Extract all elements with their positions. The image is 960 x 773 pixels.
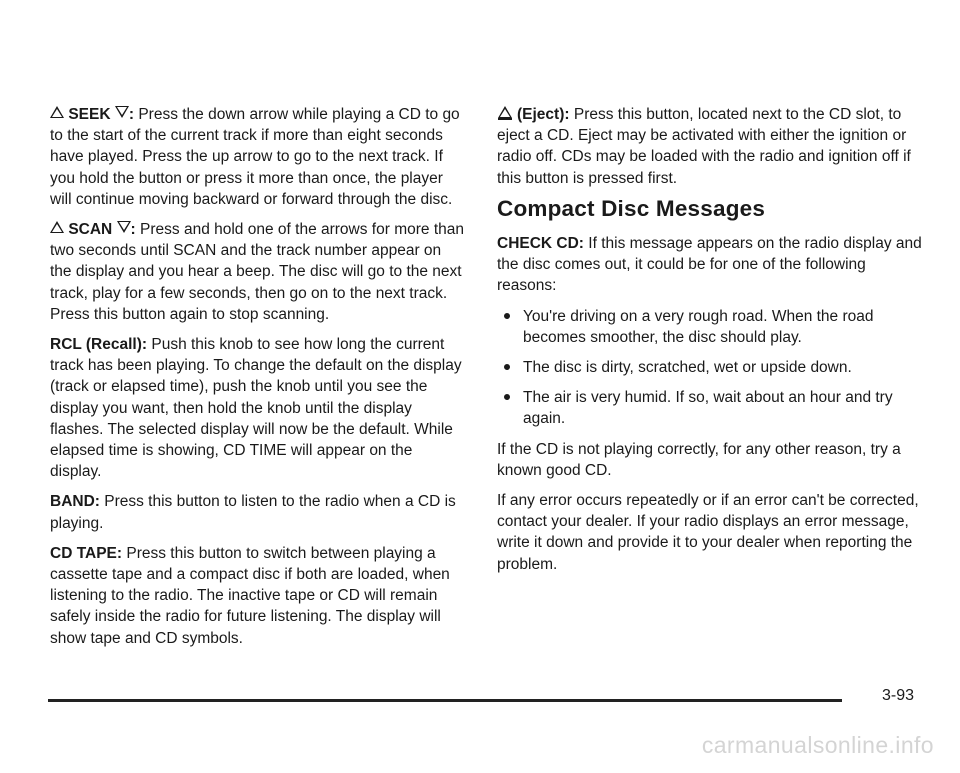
seek-paragraph [50,104,465,210]
eject-text: Press this button, located next to the CD slot, to eject a CD. Eject may be activated with either the ignition or radio off. CDs may be loaded with the radio and ignition off if this button is pressed first. [497,106,911,187]
seek-text: Press the down arrow while playing a CD to go to the start of the current track if more than eight seconds have played. Press the up arrow to go to the next track. If you hold the button or press it more than once, the player will continue moving backward or forward through the disc. [50,106,460,208]
scan-term: SCAN [68,221,113,239]
rcl-paragraph [50,334,465,482]
list-item: You're driving on a very rough road. When the road becomes smoother, the disc should play. [523,306,922,348]
seek-separator: : [128,106,135,123]
error-paragraph: If any error occurs repeatedly or if an error can't be corrected, contact your dealer. If your radio displays an error message, write it down and provide it to your dealer when reporting the problem. [497,492,919,573]
footer-rule [48,699,842,702]
down-arrow-icon [117,221,131,233]
band-paragraph [50,491,465,533]
down-arrow-icon [115,106,129,118]
up-arrow-icon [50,221,64,233]
not-playing-paragraph: If the CD is not playing correctly, for any other reason, try a known good CD. [497,440,901,479]
eject-term: (Eject): [517,106,570,123]
left-column [50,104,465,658]
list-item: The disc is dirty, scratched, wet or upside down. [523,357,922,378]
section-heading: Compact Disc Messages [497,195,766,221]
cdtape-paragraph [50,543,465,649]
bullet-icon [504,394,510,400]
cdtape-text: Press this button to switch between playing a cassette tape and a compact disc if both are loaded, when listening to the radio. The inactive tape or CD will remain safely inside the radio for future listening. The display will show tape and CD symbols. [50,544,450,647]
check-cd-text: If this message appears on the radio display and the disc comes out, it could be for one of the following reasons: [497,235,922,295]
scan-paragraph [50,219,465,325]
scan-separator: : [130,221,136,239]
bullet-icon [504,364,510,370]
scan-text: Press and hold one of the arrows for more than two seconds until SCAN and the track number appear on the display and you hear a beep. The disc will go to the next track, play for a few seconds, then go on to the next track. Press this button again to stop scanning. [50,221,464,323]
band-text: Press this button to listen to the radio when a CD is playing. [50,493,456,532]
rcl-term: RCL (Recall): [50,336,148,354]
band-term: BAND: [50,493,100,511]
bullet-icon [504,313,510,319]
watermark: carmanualsonline.info [701,732,934,758]
right-column [497,104,922,584]
cdtape-term: CD TAPE: [50,544,123,562]
list-item: The air is very humid. If so, wait about an hour and try again. [523,387,922,429]
up-arrow-icon [50,106,64,118]
seek-term: SEEK [68,106,111,123]
reasons-list [497,306,922,430]
rcl-text: Push this knob to see how long the current track has been playing. To change the default on the display (track or elapsed time), push the knob until you see the display you want, then hold the knob until the display flashes. The selected display will now be the default. While elapsed time is showing, CD TIME will appear on the display. [50,336,462,481]
page-number: 3-93 [882,687,915,704]
eject-paragraph [497,104,922,189]
check-cd-term: CHECK CD: [497,235,584,253]
eject-icon [497,106,513,120]
check-cd-paragraph [497,233,922,297]
